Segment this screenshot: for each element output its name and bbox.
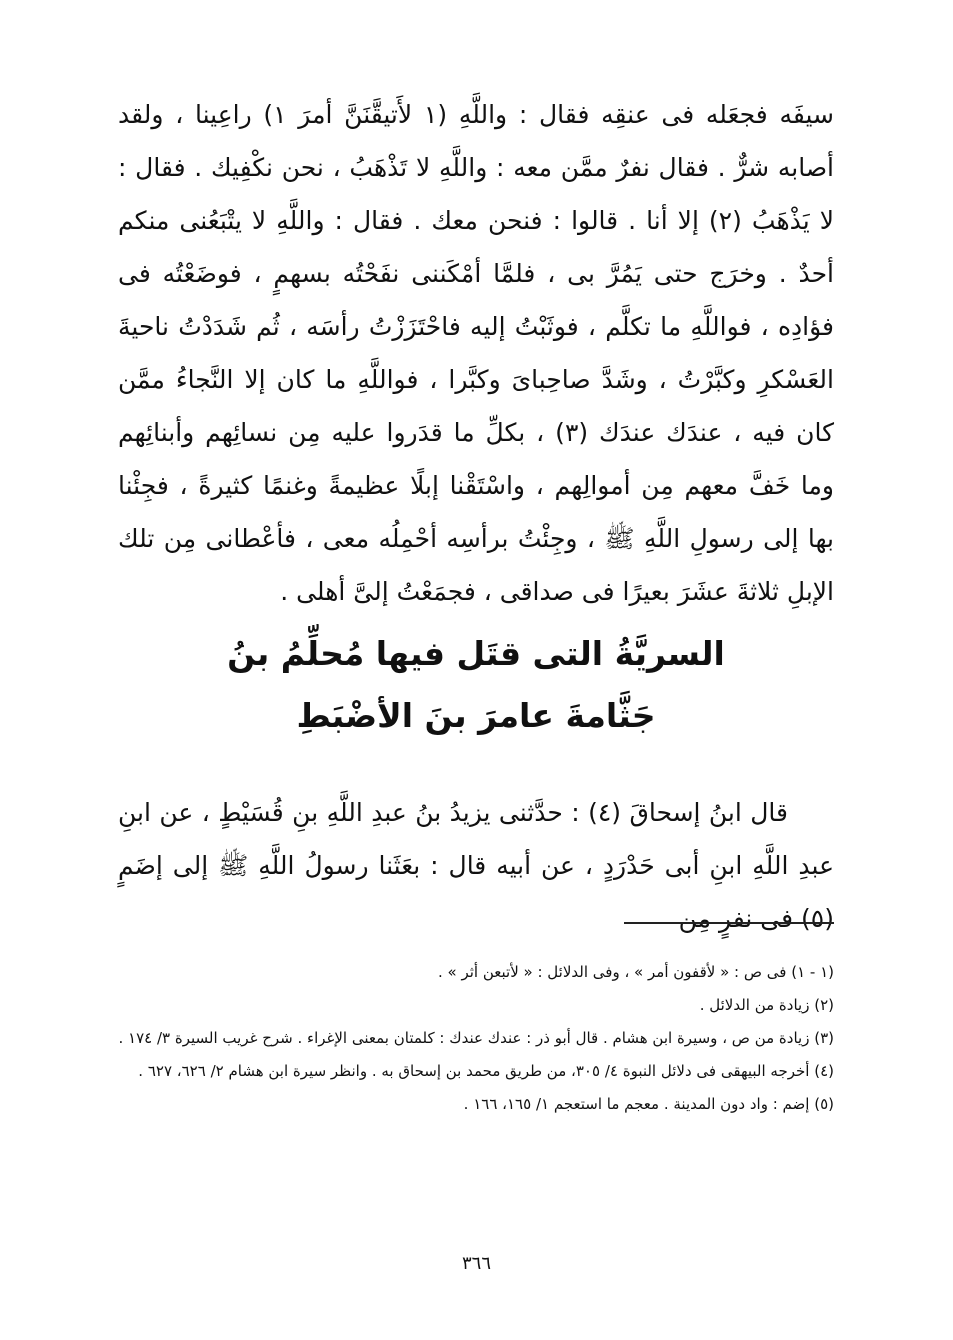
body-paragraph: قال ابنُ إسحاقَ (٤) : حدَّثنى يزيدُ بنُ عبدِ اللَّهِ بنِ قُسَيْطٍ ، عن ابنِ عبدِ اللَّهِ ابنِ أبى حَدْرَدٍ ، عن أبيه قال : بعَثَنا رسولُ اللَّهِ ﷺ إلى إضَمٍ (٥) فى نفرٍ مِن — [118, 798, 834, 933]
footnote: (٣) زيادة من ص ، وسيرة ابن هشام . قال أبو ذر : عندك عندك : كلمتان بمعنى الإغراء . شرح غريب السيرة ٣/ ١٧٤ . — [118, 1029, 834, 1047]
section-heading-line-1: السريَّةُ التى قتَل فيها مُحلِّمُ بنُ — [227, 634, 725, 673]
page-number: ٣٦٦ — [461, 1253, 491, 1274]
footnote-separator — [624, 922, 834, 924]
footnote: (٤) أخرجه البيهقى فى دلائل النبوة ٤/ ٣٠٥، من طريق محمد بن إسحاق به . وانظر سيرة ابن هشام ٢/ ٦٢٦، ٦٢٧ . — [138, 1062, 834, 1080]
footnote: (١ - ١) فى ص : « لأقفون أمر » ، وفى الدلائل : « لأتبعن أثر » . — [437, 963, 834, 981]
footnote: (٥) إضم : واد دون المدينة . معجم ما استعجم ١/ ١٦٥، ١٦٦ . — [463, 1095, 834, 1113]
section-heading-line-2: جَثَّامةَ عامرَ بنَ الأضْبَطِ — [296, 696, 656, 735]
footnote: (٢) زيادة من الدلائل . — [699, 996, 834, 1014]
footnotes-list — [118, 956, 834, 1121]
body-paragraph: سيفَه فجعَله فى عنقِه فقال : واللَّهِ (١ لأَتيقَّنَنَّ أمرَ ١) راعِينا ، ولقد أصابه شرٌّ . فقال نفرٌ ممَّن معه : واللَّهِ لا تَذْهَبُ ، نحن نكْفِيك . فقال : لا يَذْهَبُ (٢) إلا أنا . قالوا : فنحن معك . فقال : واللَّهِ لا يتْبَعُنى منكم أحدٌ . وخرَج حتى يَمُرَّ بى ، فلمَّا أمْكَننى نفَحْتُه بسهمٍ ، فوضَعْتُه فى فؤادِه ، فواللَّهِ ما تكلَّم ، فوثَبْتُ إليه فاحْتَزَزْتُ رأسَه ، ثُم شَدَدْتُ ناحيةَ العَسْكرِ وكبَّرْتُ ، وشَدَّ صاحِبایَ وكبَّرا ، فواللَّهِ ما كان إلا النَّجاءُ ممَّن كان فيه ، عندَك عندَك (٣) ، بكلِّ ما قدَروا عليه مِن نسائِهم وأبنائِهم وما خَفَّ معهم مِن أموالِهم ، واسْتَقْنا إبلًا عظيمةً وغنمًا كثيرةً ، فجِئْنا بها إلى رسولِ اللَّهِ ﷺ ، وجِئْتُ برأسِه أحْمِلُه معى ، فأعْطانى مِن تلك الإبلِ ثلاثةَ عشَرَ بعيرًا فى صداقى ، فجمَعْتُ إلىَّ أهلى . — [118, 100, 835, 606]
